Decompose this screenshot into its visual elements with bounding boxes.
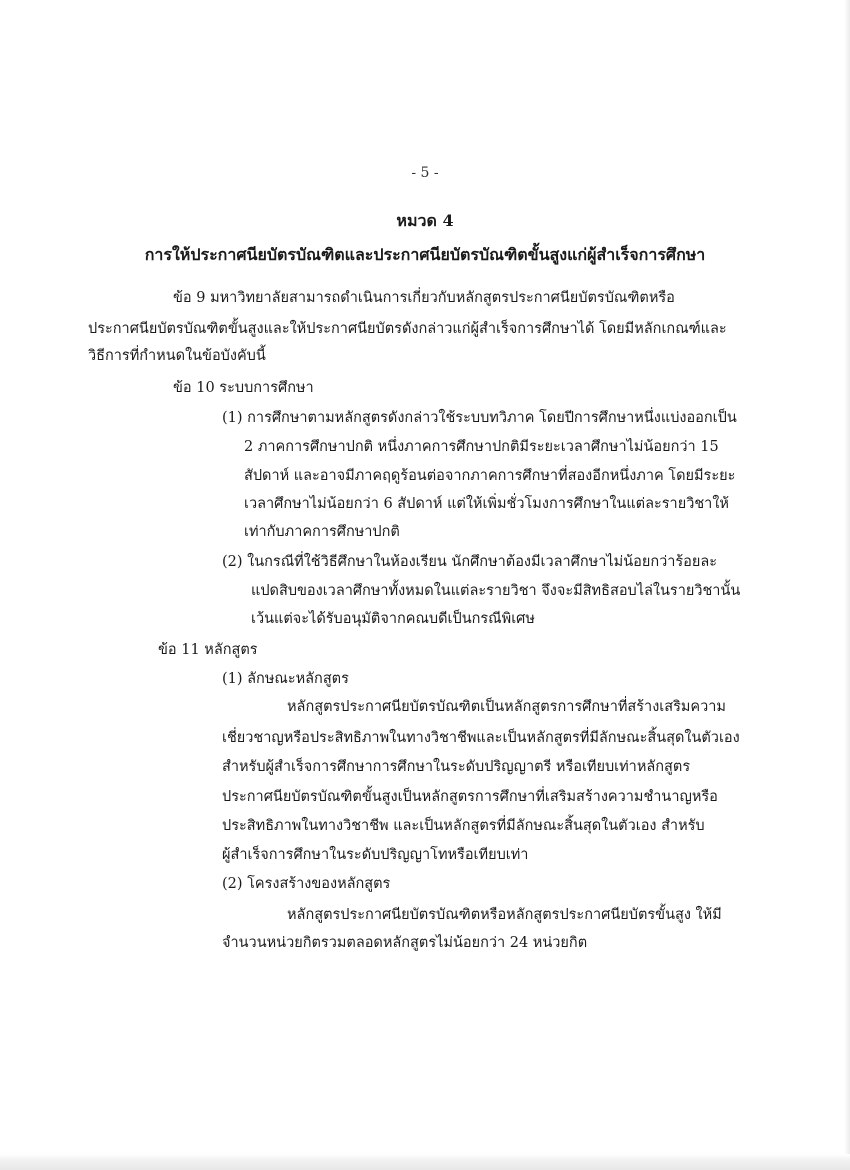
clause11-sub2-label: (2) โครงสร้างของหลักสูตร [222, 876, 391, 892]
clause11-heading: ข้อ 11 หลักสูตร [158, 642, 258, 658]
clause11-sub1-line: ประกาศนียบัตรบัณฑิตขั้นสูงเป็นหลักสูตรการศึกษาที่เสริมสร้างความชำนาญหรือ [222, 789, 718, 805]
clause11-sub1-label: (1) ลักษณะหลักสูตร [222, 671, 349, 687]
clause10-item2-line: (2) ในกรณีที่ใช้วิธีศึกษาในห้องเรียน นักศึกษาต้องมีเวลาศึกษาไม่น้อยกว่าร้อยละ [222, 554, 718, 570]
clause11-sub1-line: หลักสูตรประกาศนียบัตรบัณฑิตเป็นหลักสูตรการศึกษาที่สร้างเสริมความ [287, 699, 726, 715]
clause11-sub2-line: หลักสูตรประกาศนียบัตรบัณฑิตหรือหลักสูตรประกาศนียบัตรขั้นสูง ให้มี [287, 907, 722, 923]
clause9-line: วิธีการที่กำหนดในข้อบังคับนี้ [88, 348, 266, 364]
clause10-item1-line: เท่ากับภาคการศึกษาปกติ [244, 524, 400, 540]
clause10-heading: ข้อ 10 ระบบการศึกษา [173, 380, 314, 396]
clause10-item1-line: สัปดาห์ และอาจมีภาคฤดูร้อนต่อจากภาคการศึกษาที่สองอีกหนึ่งภาค โดยมีระยะ [244, 468, 736, 484]
clause9-line: ประกาศนียบัตรบัณฑิตขั้นสูงและให้ประกาศนียบัตรดังกล่าวแก่ผู้สำเร็จการศึกษาได้ โดยมีหลักเกณฑ์และ [88, 321, 727, 337]
clause11-sub1-line: สำหรับผู้สำเร็จการศึกษาการศึกษาในระดับปริญญาตรี หรือเทียบเท่าหลักสูตร [222, 759, 691, 775]
scan-edge-bottom [0, 1154, 850, 1170]
scan-edge-right [844, 0, 850, 1170]
clause11-sub2-line: จำนวนหน่วยกิตรวมตลอดหลักสูตรไม่น้อยกว่า 24 หน่วยกิต [222, 935, 588, 951]
clause10-item2-line: เว้นแต่จะได้รับอนุมัติจากคณบดีเป็นกรณีพิเศษ [251, 611, 535, 627]
clause11-sub1-line: ผู้สำเร็จการศึกษาในระดับปริญญาโทหรือเทียบเท่า [222, 847, 529, 863]
clause9-line: ข้อ 9 มหาวิทยาลัยสามารถดำเนินการเกี่ยวกับหลักสูตรประกาศนียบัตรบัณฑิตหรือ [173, 290, 675, 306]
chapter-subtitle: การให้ประกาศนียบัตรบัณฑิตและประกาศนียบัตรบัณฑิตขั้นสูงแก่ผู้สำเร็จการศึกษา [144, 245, 706, 264]
clause11-sub1-line: ประสิทธิภาพในทางวิชาชีพ และเป็นหลักสูตรที่มีลักษณะสิ้นสุดในตัวเอง สำหรับ [222, 818, 705, 834]
clause10-item1-line: (1) การศึกษาตามหลักสูตรดังกล่าวใช้ระบบทวิภาค โดยปีการศึกษาหนึ่งแบ่งออกเป็น [222, 410, 737, 426]
page-number: - 5 - [411, 165, 439, 181]
clause10-item2-line: แปดสิบของเวลาศึกษาทั้งหมดในแต่ละรายวิชา จึงจะมีสิทธิสอบไล่ในรายวิชานั้น [251, 583, 741, 599]
clause10-item1-line: 2 ภาคการศึกษาปกติ หนึ่งภาคการศึกษาปกติมีระยะเวลาศึกษาไม่น้อยกว่า 15 [244, 439, 719, 455]
clause11-sub1-line: เชี่ยวชาญหรือประสิทธิภาพในทางวิชาชีพและเป็นหลักสูตรที่มีลักษณะสิ้นสุดในตัวเอง [222, 730, 740, 746]
clause10-item1-line: เวลาศึกษาไม่น้อยกว่า 6 สัปดาห์ แต่ให้เพิ่มชั่วโมงการศึกษาในแต่ละรายวิชาให้ [244, 496, 729, 512]
chapter-title: หมวด 4 [396, 211, 454, 230]
